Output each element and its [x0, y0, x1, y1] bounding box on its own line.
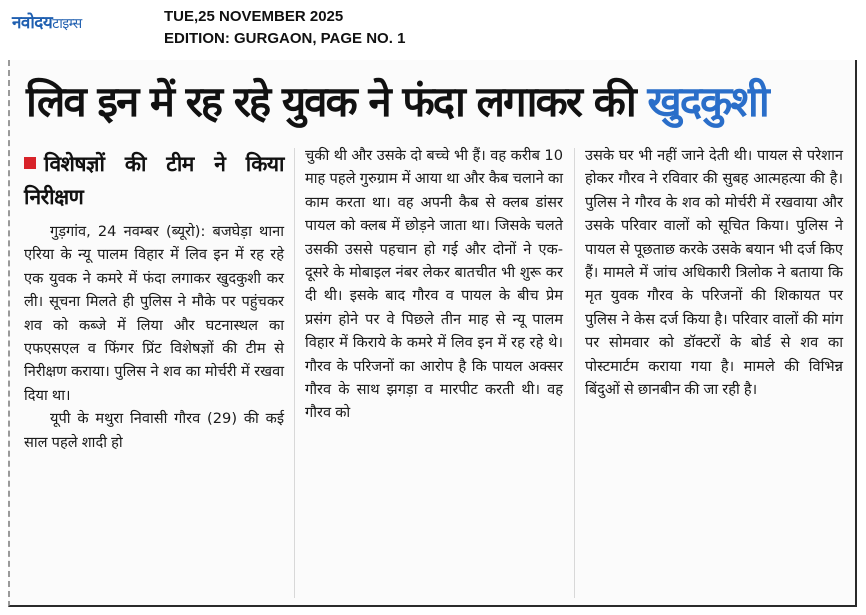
logo-main: नवोदय [12, 13, 53, 33]
article-column-1 [24, 144, 284, 454]
publication-date: TUE,25 NOVEMBER 2025 [164, 8, 344, 25]
logo-sub: टाइम्स [52, 16, 82, 32]
paragraph: उसके घर भी नहीं जाने देती थी। पायल से परेशान होकर गौरव ने रविवार की सुबह आत्महत्या की है। पुलिस ने गौरव के शव को मोर्चरी में रखवाया और उसके परिवार वालों को सूचित किया। पुलिस ने पायल से पूछताछ करके उसके बयान भी दर्ज किए हैं। मामले में जांच अधिकारी त्रिलोक ने बताया कि मृत युवक गौरव के परिजनों की शिकायत पर पुलिस ने केस दर्ज किया है। परिवार वालों की मांग पर सोमवार को डॉक्टरों के बोर्ड से शव का पोस्टमार्टम कराया गया है। मामले की विभिन्न बिंदुओं से छानबीन की जा रही है। [585, 147, 843, 399]
column-divider [294, 148, 295, 598]
column-divider [574, 148, 575, 598]
paragraph: यूपी के मथुरा निवासी गौरव (29) की कई साल पहले शादी हो [24, 410, 284, 451]
bullet-square-icon [24, 157, 36, 169]
edition-info: EDITION: GURGAON, PAGE NO. 1 [164, 30, 406, 47]
article-column-3 [585, 144, 843, 401]
newspaper-logo [12, 10, 82, 33]
page-header [0, 0, 866, 60]
headline-main: लिव इन में रह रहे युवक ने फंदा लगाकर की [26, 77, 635, 126]
subhead-text: विशेषज्ञों की टीम ने किया निरीक्षण [24, 152, 284, 209]
news-clipping [8, 60, 857, 607]
article-subhead [24, 148, 284, 214]
paragraph: चुकी थी और उसके दो बच्चे भी हैं। वह करीब 10 माह पहले गुरुग्राम में आया था और कैब चलाने का काम करता था। वह अपनी कैब से क्लब डांसर पायल को क्लब में छोड़ने जाता था। जिसके चलते उसकी उससे पहचान हो गई और दोनों ने एक-दूसरे के मोबाइल नंबर लेकर बातचीत भी शुरू कर दी थी। इसके बाद गौरव व पायल के बीच प्रेम प्रसंग होने पर वे पिछले तीन माह से न्यू पालम विहार में किराये के कमरे में लिव इन में रह रहे थे। गौरव के परिजनों का आरोप है कि पायल अक्सर गौरव के साथ झगड़ा व मारपीट करती थी। वह गौरव को [305, 147, 563, 422]
headline-accent: खुदकुशी [647, 77, 768, 126]
paragraph: गुड़गांव, 24 नवम्बर (ब्यूरो): बजघेड़ा थाना एरिया के न्यू पालम विहार में लिव इन में रह रहे एक युवक ने कमरे में फंदा लगाकर खुदकुशी कर ली। सूचना मिलते ही पुलिस ने मौके पर पहुंचकर शव को कब्जे में लिया और घटनास्थल का एफएसएल व फिंगर प्रिंट विशेषज्ञों की टीम से निरीक्षण कराया। पुलिस ने शव का मोर्चरी में रखवा दिया था। [24, 223, 284, 404]
article-headline [26, 62, 856, 142]
article-column-2 [305, 144, 563, 425]
